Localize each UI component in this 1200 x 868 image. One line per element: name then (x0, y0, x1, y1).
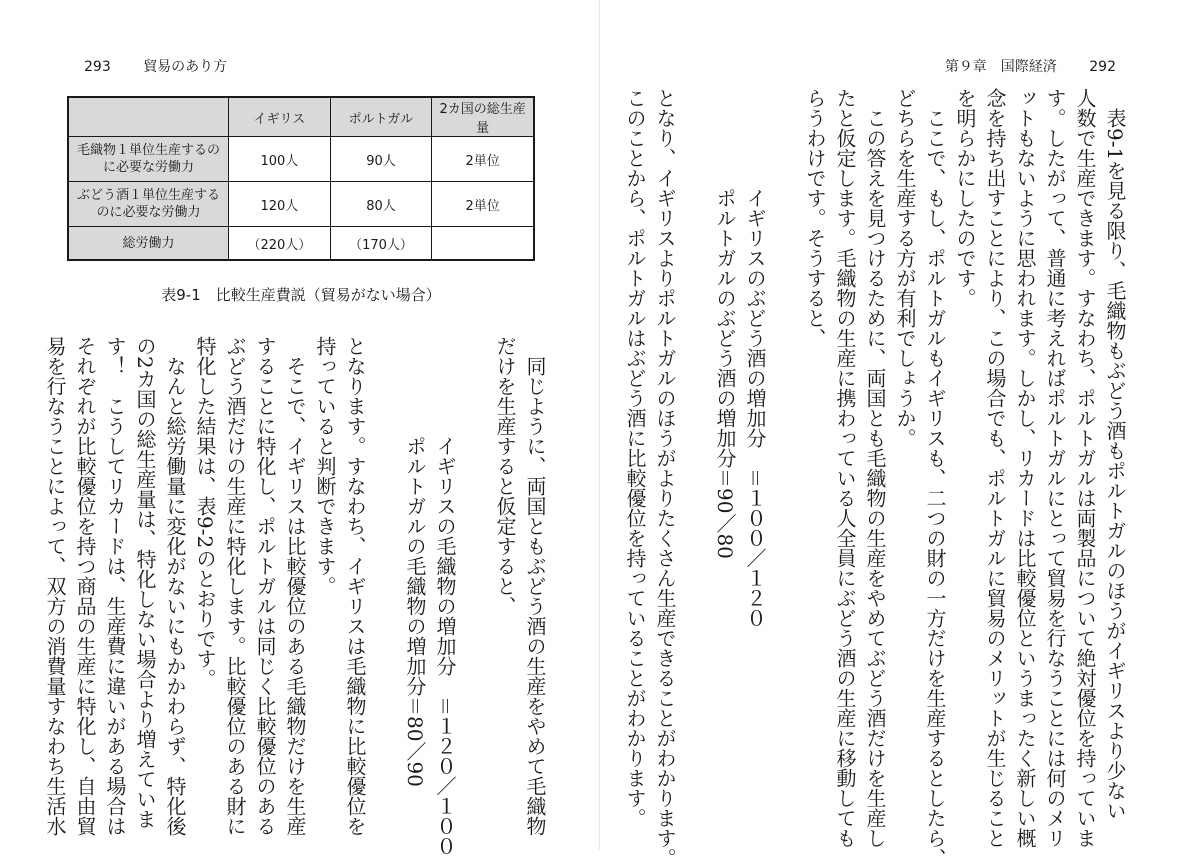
table-cell: 120人 (229, 182, 331, 227)
text-line: す。したがって、普通に考えればポルトガルにとって貿易を行なうことには何のメリ (1043, 88, 1067, 848)
table-row (68, 137, 534, 182)
table-cell: 90人 (330, 137, 432, 182)
text-line: を明らかにしたのです。 (953, 88, 977, 308)
left-page-number: 293 (84, 59, 111, 75)
comparative-cost-table (67, 96, 535, 261)
table-row (68, 182, 534, 227)
left-running-head: 貿易のあり方 (143, 59, 228, 75)
table-row (68, 227, 534, 261)
row-label-total-labor: 総労働力 (68, 227, 229, 261)
header-portugal: ポルトガル (330, 97, 432, 137)
equation-line: イギリスのぶどう酒の増加分 ＝１００／１２０ (743, 148, 767, 628)
page-gutter (599, 0, 600, 850)
row-label-wine: ぶどう酒１単位生産するのに必要な労働力 (68, 182, 229, 227)
left-running-header (84, 56, 227, 76)
text-line: することに特化し、ポルトガルは同じく比較優位のある (253, 336, 277, 836)
text-line: 表9-1を見る限り、毛織物もぶどう酒もポルトガルのほうがイギリスより少ない (1103, 88, 1127, 821)
text-line: となり、イギリスよりポルトガルのほうがよりたくさん生産できることがわかります。 (653, 88, 677, 868)
text-line: それぞれが比較優位を持つ商品の生産に特化し、自由貿 (73, 336, 97, 836)
table-cell: 100人 (229, 137, 331, 182)
text-line: 特化した結果は、表9-2のとおりです。 (193, 336, 217, 689)
table-cell: 2単位 (432, 137, 534, 182)
table-cell: 80人 (330, 182, 432, 227)
header-england: イギリス (229, 97, 331, 137)
text-line: 人数で生産できます。すなわち、ポルトガルは両製品について絶対優位を持っていま (1073, 88, 1097, 848)
text-line: 念を持ち出すことにより、この場合でも、ポルトガルに貿易のメリットが生じること (983, 88, 1007, 848)
table-cell: （220人） (229, 227, 331, 261)
text-line: の2カ国の総生産量は、特化しない場合より増えていま (133, 336, 157, 829)
text-line: ットもないように思われます。しかし、リカードは比較優位というまったく新しい概 (1013, 88, 1037, 848)
header-total-output: 2カ国の総生産量 (432, 97, 534, 137)
text-line: 易を行なうことによって、双方の消費量すなわち生活水 (43, 336, 67, 836)
text-line: どちらを生産する方が有利でしょうか。 (893, 88, 917, 448)
table-cell: 2単位 (432, 182, 534, 227)
equation-line: イギリスの毛織物の増加分 ＝１２０／１００ (433, 396, 457, 856)
right-running-head: 第９章 国際経済 (944, 59, 1057, 75)
table-caption: 表9-1 比較生産費説（貿易がない場合） (161, 286, 441, 304)
table-header-row (68, 97, 534, 137)
text-line: このことから、ポルトガルはぶどう酒に比較優位を持っていることがわかります。 (623, 88, 647, 828)
text-line: となります。すなわち、イギリスは毛織物に比較優位を (343, 336, 367, 836)
text-line: 同じように、両国ともぶどう酒の生産をやめて毛織物 (523, 336, 547, 836)
table-cell: （170人） (330, 227, 432, 261)
table-corner-cell (68, 97, 229, 137)
text-line: ぶどう酒だけの生産に特化します。比較優位のある財に (223, 336, 247, 836)
table-cell (432, 227, 534, 261)
row-label-woolen: 毛織物１単位生産するのに必要な労働力 (68, 137, 229, 182)
right-running-header (945, 56, 1116, 76)
text-line: だけを生産すると仮定すると、 (493, 336, 517, 616)
text-line: なんと総労働量に変化がないにもかかわらず、特化後 (163, 336, 187, 836)
equation-line: ポルトガルのぶどう酒の増加分＝90／80 (713, 148, 737, 559)
text-line: す！ こうしてリカードは、生産費に違いがある場合は (103, 336, 127, 836)
right-page-number: 292 (1089, 59, 1116, 75)
text-line: そこで、イギリスは比較優位のある毛織物だけを生産 (283, 336, 307, 836)
text-line: らうわけです。そうすると、 (803, 88, 827, 348)
equation-line: ポルトガルの毛織物の増加分＝80／90 (403, 396, 427, 787)
text-line: たと仮定します。毛織物の生産に携わっている人全員にぶどう酒の生産に移動しても (833, 88, 857, 848)
text-line: この答えを見つけるために、両国とも毛織物の生産をやめてぶどう酒だけを生産し (863, 88, 887, 848)
text-line: 持っていると判断できます。 (313, 336, 337, 596)
text-line: ここで、もし、ポルトガルもイギリスも、二つの財の一方だけを生産するとしたら、 (923, 88, 947, 868)
